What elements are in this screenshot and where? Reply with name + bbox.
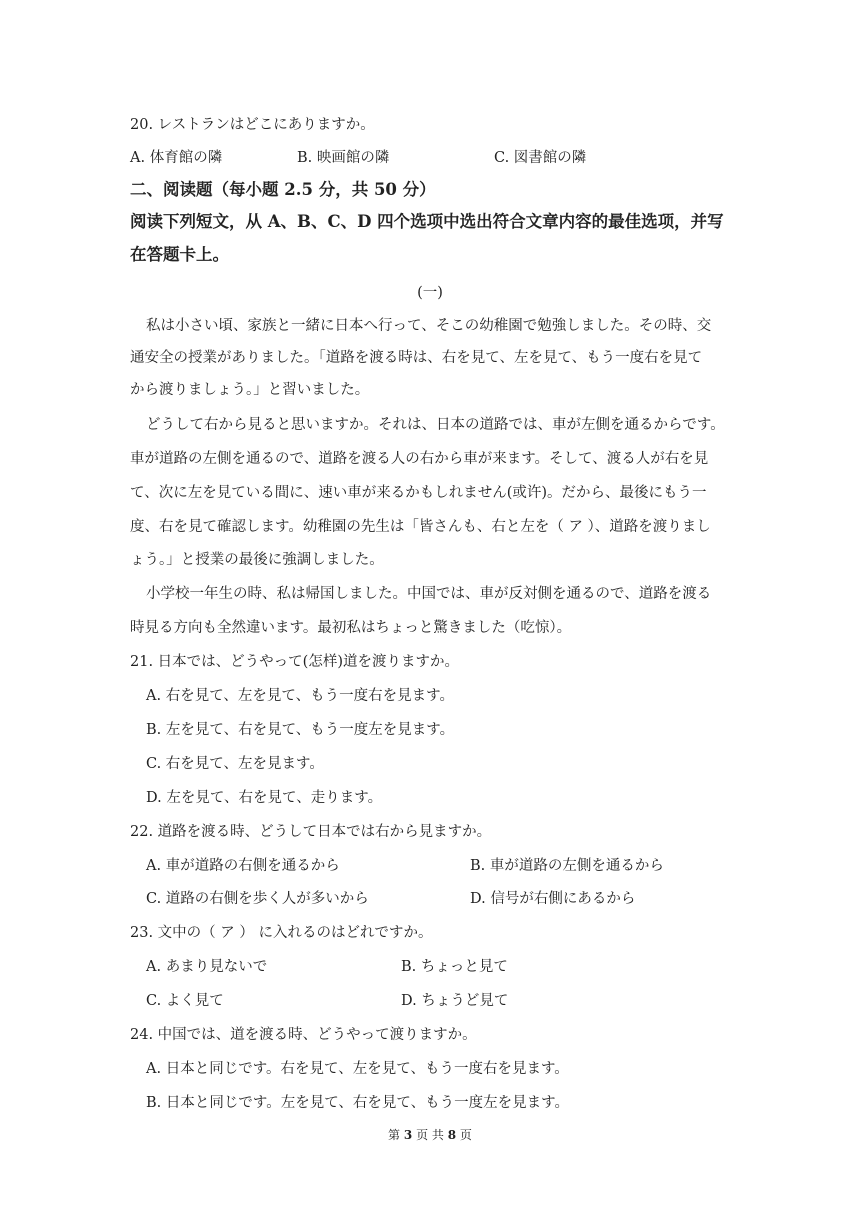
q20-option-a: A. 体育館の隣 [130, 150, 223, 166]
q24-option-a: A. 日本と同じです。右を見て、左を見て、もう一度右を見ます。 [146, 1061, 569, 1077]
q22-option-b: B. 車が道路の左側を通るから [470, 858, 664, 874]
passage-line: 小学校一年生の時、私は帰国しました。中国では、車が反対側を通るので、道路を渡る [146, 586, 712, 602]
q22-question: 22. 道路を渡る時、どうして日本では右から見ますか。 [130, 824, 492, 840]
passage-line: ょう。」と授業の最後に強調しました。 [130, 552, 384, 568]
q23-option-a: A. あまり見ないで [146, 959, 268, 975]
passage-line: て、次に左を見ている間に、速い車が来るかもしれません(或许)。だから、最後にもう一 [130, 485, 707, 501]
passage-number: (一) [417, 285, 443, 301]
q23-question: 23. 文中の（ ア ） に入れるのはどれですか。 [130, 925, 433, 941]
passage-line: 車が道路の左側を通るので、道路を渡る人の右から車が来ます。そして、渡る人が右を見 [130, 451, 709, 467]
q20-option-c: C. 図書館の隣 [494, 150, 587, 166]
section-heading: 二、阅读题（每小题 2.5 分，共 50 分） [130, 180, 436, 199]
passage-line: 私は小さい頃、家族と一緒に日本へ行って、そこの幼稚園で勉強しました。その時、交 [146, 318, 712, 334]
q24-question: 24. 中国では、道を渡る時、どうやって渡りますか。 [130, 1027, 477, 1043]
passage-line: 通安全の授業がありました。「道路を渡る時は、右を見て、左を見て、もう一度右を見て [130, 350, 703, 366]
footer-page-number: 3 [403, 1128, 413, 1142]
q20-question: 20. レストランはどこにありますか。 [130, 117, 375, 133]
q22-option-c: C. 道路の右側を歩く人が多いから [146, 891, 369, 907]
footer-prefix: 第 [388, 1128, 401, 1142]
q22-option-d: D. 信号が右側にあるから [470, 891, 636, 907]
q21-option-a: A. 右を見て、左を見て、もう一度右を見ます。 [146, 688, 454, 704]
page-footer [0, 1126, 860, 1143]
q21-question: 21. 日本では、どうやって(怎样)道を渡りますか。 [130, 654, 459, 670]
passage-line: 度、右を見て確認します。幼稚園の先生は「皆さんも、右と左を（ ア ）、道路を渡りまし [130, 519, 711, 535]
q21-option-c: C. 右を見て、左を見ます。 [146, 756, 324, 772]
q21-option-d: D. 左を見て、右を見て、走ります。 [146, 790, 383, 806]
q23-option-c: C. よく見て [146, 993, 224, 1009]
footer-suffix: 页 [459, 1128, 472, 1142]
q22-option-a: A. 車が道路の右側を通るから [146, 858, 340, 874]
footer-total-pages: 8 [447, 1128, 457, 1142]
passage-line: 時見る方向も全然違います。最初私はちょっと驚きました（吃惊）。 [130, 620, 572, 636]
q21-option-b: B. 左を見て、右を見て、もう一度左を見ます。 [146, 722, 455, 738]
section-instruction-line-1: 阅读下列短文，从 A、B、C、D 四个选项中选出符合文章内容的最佳选项，并写 [130, 212, 724, 231]
passage-line: から渡りましょう。」と習いました。 [130, 382, 370, 398]
q23-option-d: D. ちょうど見て [401, 993, 509, 1009]
q20-option-b: B. 映画館の隣 [297, 150, 390, 166]
q23-option-b: B. ちょっと見て [401, 959, 508, 975]
passage-line: どうして右から見ると思いますか。それは、日本の道路では、車が左側を通るからです。 [146, 417, 725, 433]
footer-middle: 页 共 [416, 1128, 444, 1142]
section-instruction-line-2: 在答题卡上。 [130, 245, 229, 264]
q24-option-b: B. 日本と同じです。左を見て、右を見て、もう一度左を見ます。 [146, 1095, 569, 1111]
